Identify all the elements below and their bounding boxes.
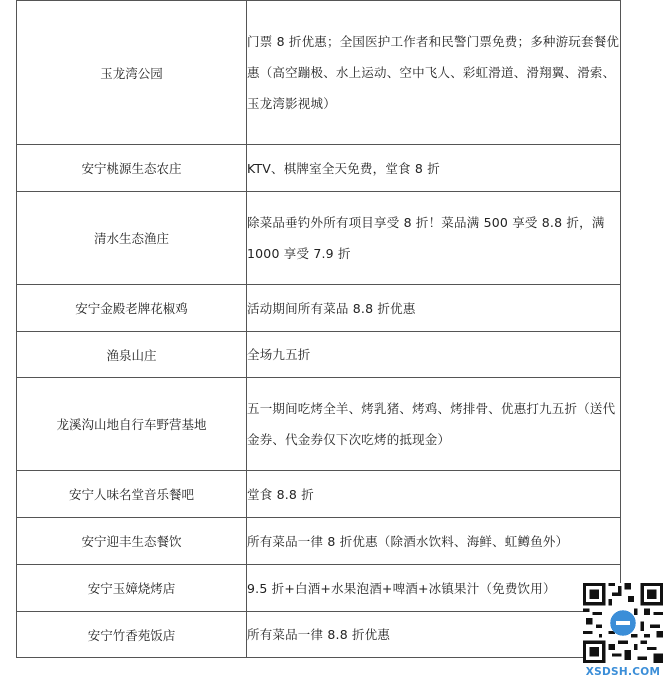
qr-code-icon xyxy=(583,583,663,663)
table-row xyxy=(17,612,621,658)
venue-name: 安宁金殿老牌花椒鸡 xyxy=(17,285,247,332)
venue-deal: 门票 8 折优惠；全国医护工作者和民警门票免费；多种游玩套餐优惠（高空蹦极、水上运动、空中飞人、彩虹滑道、滑翔翼、滑索、玉龙湾影视城） xyxy=(247,1,621,145)
venue-name: 安宁桃源生态农庄 xyxy=(17,145,247,192)
venue-deal: KTV、棋牌室全天免费，堂食 8 折 xyxy=(247,145,621,192)
table-row xyxy=(17,332,621,378)
venue-name: 玉龙湾公园 xyxy=(17,1,247,145)
table-row xyxy=(17,145,621,192)
table-row xyxy=(17,378,621,471)
venue-deal: 9.5 折+白酒+水果泡酒+啤酒+冰镇果汁（免费饮用） xyxy=(247,565,621,612)
venue-name: 安宁迎丰生态餐饮 xyxy=(17,518,247,565)
site-watermark: XSDSH.COM xyxy=(585,666,661,678)
venue-deal: 除菜品垂钓外所有项目享受 8 折！菜品满 500 享受 8.8 折，满 1000 享受 7.9 折 xyxy=(247,192,621,285)
venue-name: 龙溪沟山地自行车野营基地 xyxy=(17,378,247,471)
venue-name: 安宁人味名堂音乐餐吧 xyxy=(17,471,247,518)
venue-deal: 堂食 8.8 折 xyxy=(247,471,621,518)
venue-name: 安宁竹香苑饭店 xyxy=(17,612,247,658)
table-row xyxy=(17,285,621,332)
venue-deal: 所有菜品一律 8 折优惠（除酒水饮料、海鲜、虹鳟鱼外） xyxy=(247,518,621,565)
table-row xyxy=(17,1,621,145)
venue-deal: 全场九五折 xyxy=(247,332,621,378)
venue-name: 渔泉山庄 xyxy=(17,332,247,378)
table-row xyxy=(17,565,621,612)
venue-name: 安宁玉嫜烧烤店 xyxy=(17,565,247,612)
venue-deal: 活动期间所有菜品 8.8 折优惠 xyxy=(247,285,621,332)
venue-name: 清水生态渔庄 xyxy=(17,192,247,285)
venue-deal: 所有菜品一律 8.8 折优惠 xyxy=(247,612,621,658)
table-row xyxy=(17,518,621,565)
table-row xyxy=(17,471,621,518)
venue-deal: 五一期间吃烤全羊、烤乳猪、烤鸡、烤排骨、优惠打九五折（送代金券、代金券仅下次吃烤的抵现金） xyxy=(247,378,621,471)
promotions-table xyxy=(16,0,621,658)
table-row xyxy=(17,192,621,285)
